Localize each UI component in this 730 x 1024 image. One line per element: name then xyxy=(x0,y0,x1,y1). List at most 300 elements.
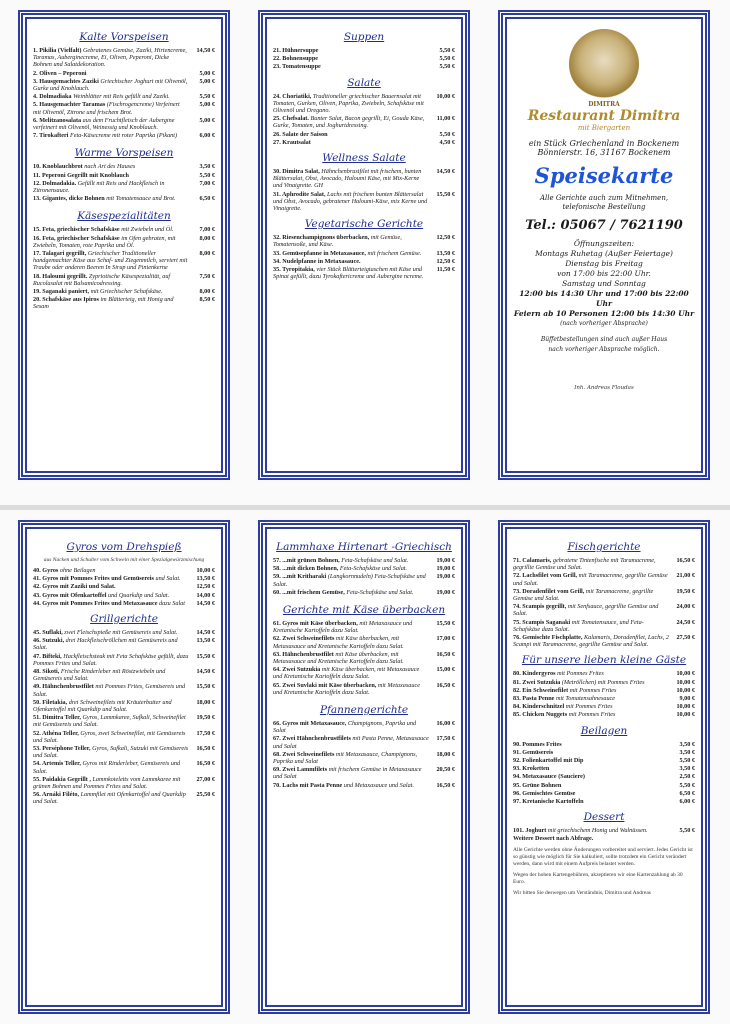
menu-item-name: 83. Pasta Penne xyxy=(513,695,555,703)
menu-item xyxy=(33,567,215,574)
menu-item xyxy=(33,653,215,667)
menu-item-price: 5,00 € xyxy=(199,69,215,77)
menu-item xyxy=(273,93,455,115)
menu-item xyxy=(273,720,455,734)
menu-section xyxy=(273,218,455,280)
menu-section xyxy=(273,704,455,789)
menu-item-name: 62. Zwei Schweinefilets xyxy=(273,635,335,643)
section-title: Lammhaxe Hirtenart -Griechisch xyxy=(276,541,452,553)
section-title: Fischgerichte xyxy=(567,541,641,553)
menu-item-name: 52. Athéna Teller, xyxy=(33,729,79,737)
menu-item xyxy=(273,751,455,765)
menu-item-price: 10,00 € xyxy=(676,703,695,711)
menu-item-name: 93. Kroketten xyxy=(513,765,550,773)
menu-item-description: Kalamaris, Doradenfilet, Lachs, 2 Scampi mit Taramacreme, gegrillte Gemüse und Salat. xyxy=(513,634,669,649)
menu-item-description: im Blätterteig, mit Honig und Sesam xyxy=(33,296,174,311)
menu-item-name: 54. Artemis Teller, xyxy=(33,760,81,768)
menu-item-description: Feta-Schafskäse und Salat. xyxy=(339,565,408,573)
menu-item-price: 8,00 € xyxy=(199,250,215,258)
footer-note2: Wegen der hohen Kartengebühren, akzeptieren wir eine Kartenzahlung ab 30 Euro. xyxy=(513,871,683,885)
menu-item-price: 16,50 € xyxy=(436,650,455,658)
menu-item xyxy=(513,790,695,797)
menu-item-price: 12,50 € xyxy=(436,234,455,242)
menu-item-price: 5,50 € xyxy=(439,55,455,63)
menu-item-description: mit Metaxasauce und Kretanische Kartoffeln dazu Salat. xyxy=(273,620,413,635)
menu-item-description: nach Art des Hauses xyxy=(84,163,136,171)
menu-item-price: 14,50 € xyxy=(196,47,215,54)
menu-item xyxy=(33,163,215,170)
menu-item xyxy=(513,741,695,748)
menu-item-name: 21. Hühnersuppe xyxy=(273,47,319,54)
menu-item-name: 31. Aphrodite Salat, xyxy=(273,190,326,198)
menu-item-price: 8,00 € xyxy=(199,234,215,242)
menu-item-price: 25,50 € xyxy=(196,791,215,799)
menu-page-2 xyxy=(0,510,730,1024)
section-title: Suppen xyxy=(343,31,385,43)
menu-item-price: 15,50 € xyxy=(196,652,215,660)
menu-item-price: 16,50 € xyxy=(436,681,455,689)
menu-item-price: 9,00 € xyxy=(679,695,695,703)
menu-item-price: 21,00 € xyxy=(676,572,695,580)
menu-item-description: mit Taramacreme, gegrillte Gemüse und Salat. xyxy=(513,572,668,587)
menu-item-name: 41. Gyros mit Pommes Frites und Gemüsereis xyxy=(33,575,154,583)
menu-item-name: 26. Salate der Saison xyxy=(273,130,328,138)
menu-item-description: mit Griechischer Schafskäse. xyxy=(90,288,163,296)
menu-item-description: Bunter Salat, Bacon gegrillt, Ei, Gouda Käse, Gurke, Tomaten, und Joghurtdressing. xyxy=(273,115,425,130)
menu-item-price: 19,00 € xyxy=(436,573,455,581)
menu-item xyxy=(513,798,695,805)
menu-item-description: Griechischer Traditioneller handgemachter Käse aus Schaf- und Ziegenmilch, serviert mit Traube oder anderen Beeren In Sirup und Pinienkerne xyxy=(33,250,188,272)
menu-item-description: (Metröllchen) mit Pommes Frites xyxy=(561,678,645,686)
menu-item-name: 12. Dolmadakia. xyxy=(33,179,77,187)
menu-item-description: drei Schweinefilets mit Kräuterbutter und Ofenkartoffel mit Quarkdip und Salat. xyxy=(33,698,172,714)
menu-item-name: 92. Folienkartoffel mit Dip xyxy=(513,757,584,765)
menu-item xyxy=(273,682,455,696)
menu-item-description: gebratene Tintenfische mit Taramacreme, gegrillte Gemüse und Salat. xyxy=(513,557,656,572)
menu-item-description: Lachs mit frischem bunten Blättersalat und Obst, Avocado, gebratener Haloumi-Käse, mix Kerne und Vinaigrette. xyxy=(273,190,428,213)
menu-item-price: 19,50 € xyxy=(196,714,215,722)
menu-item-description: Feta-Käsecreme mit roter Paprika (Pikant) xyxy=(69,132,178,140)
menu-item xyxy=(273,635,455,649)
menu-item xyxy=(33,600,215,607)
menu-item-description: Feta-Schafskäse und Salat. xyxy=(341,557,409,564)
menu-item xyxy=(513,703,695,710)
menu-item-name: 90. Pommes Frites xyxy=(513,740,562,748)
menu-item-name: 101. Joghurt xyxy=(513,827,547,835)
info-line-2: telefonische Bestellung xyxy=(562,203,646,211)
menu-item-name: 43. Gyros mit Ofenkartoffel xyxy=(33,591,107,599)
section-title: Pfannengerichte xyxy=(319,704,409,717)
menu-item-description: mit Senfsauce, gegrillte Gemüse und Salat. xyxy=(513,603,659,618)
menu-item-description: mit griechischem Honig und Walnüssen. xyxy=(547,827,648,835)
section-intro: aus Nacken und Schulter vom Schwein mit einer Spezialgewürzmischung xyxy=(43,557,205,563)
menu-item-name: 80. Kindergyros xyxy=(513,670,556,678)
menu-section xyxy=(33,613,215,806)
menu-item-name: 66. Gyros mit Metaxasauce, xyxy=(273,720,347,728)
menu-item-description: Gyros, Lammkaree, Sufkali, Schweinefilet mit Gemüsereis und Salat. xyxy=(33,714,186,729)
menu-section xyxy=(33,210,215,310)
open-line-9: nach vorheriger Absprache möglich. xyxy=(548,346,660,353)
menu-item-price: 18,00 € xyxy=(436,750,455,758)
menu-item-name: 47. Bifteki, xyxy=(33,652,62,660)
logo-label: DIMITRA xyxy=(588,101,620,108)
menu-item-name: 75. Scampis Saganaki xyxy=(513,618,571,626)
menu-item-name: 64. Zwei Sutzukia xyxy=(273,666,321,674)
menu-item-name: 42. Gyros mit Zaziki und Salat. xyxy=(33,583,116,591)
menu-item-name: 94. Metaxasauce (Sauciere) xyxy=(513,773,585,781)
menu-item xyxy=(33,583,215,590)
menu-item-description: mit Pommes Frites xyxy=(569,686,617,694)
menu-item xyxy=(33,592,215,599)
menu-item xyxy=(513,765,695,772)
menu-item-name: 1. Pikilia (Vielfalt) xyxy=(33,47,82,54)
menu-item xyxy=(513,557,695,571)
menu-item xyxy=(513,572,695,586)
menu-item-price: 7,50 € xyxy=(199,272,215,280)
info-line-1: Alle Gerichte auch zum Mitnehmen, xyxy=(539,194,669,202)
panel-right xyxy=(498,10,710,480)
menu-item-name: 82. Ein Schweinefilet xyxy=(513,686,569,694)
menu-item-price: 6,50 € xyxy=(679,789,695,797)
menu-item-price: 14,50 € xyxy=(196,668,215,676)
menu-item-price: 10,00 € xyxy=(436,92,455,100)
menu-item xyxy=(33,273,215,287)
tagline: ein Stück Griechenland in Bockenem xyxy=(528,139,680,148)
menu-item-name: 57. ...mit grünen Bohnen, xyxy=(273,557,340,564)
menu-section xyxy=(513,654,695,718)
menu-item-price: 24,00 € xyxy=(676,603,695,611)
menu-item-name: 6. Melitzanosalata xyxy=(33,116,82,124)
menu-item xyxy=(33,296,215,310)
menu-item-description: drei Hackfleischröllchen mit Gemüsereis und Salat. xyxy=(33,637,178,652)
menu-item-price: 15,00 € xyxy=(436,666,455,674)
menu-item-price: 19,00 € xyxy=(436,557,455,564)
menu-item-description: Gyros mit Rinderleber, Gemüsereis und Salat. xyxy=(33,760,181,775)
menu-item-description: mit Zwiebeln und Öl. xyxy=(121,226,174,234)
restaurant-brand xyxy=(513,25,695,465)
menu-item-price: 3,50 € xyxy=(679,740,695,748)
menu-item-name: 48. Sikoti, xyxy=(33,668,60,676)
menu-item-description: zwei Fleischspieße mit Gemüsereis und Salat. xyxy=(64,629,178,637)
menu-item-price: 19,50 € xyxy=(676,587,695,595)
menu-item xyxy=(513,603,695,617)
menu-item-description: Lammfilet mit Ofenkartoffel und Quarkdip und Salat. xyxy=(33,791,186,806)
menu-item-name: 50. Filetakia, xyxy=(33,698,68,706)
section-title: Gerichte mit Käse überbacken xyxy=(282,604,446,617)
owner: Inh. Andreas Floudas xyxy=(574,385,634,391)
menu-item-description: Feta-Schafskäse und Salat. xyxy=(346,588,414,596)
menu-item xyxy=(513,687,695,694)
menu-item-name: 71. Calamaris, xyxy=(513,557,552,564)
open-line-6: Feiern ab 10 Personen 12:00 bis 14:30 Uhr xyxy=(513,309,695,318)
menu-item-name: 81. Zwei Sutzukia xyxy=(513,678,561,686)
menu-item-price: 12,50 € xyxy=(436,257,455,265)
menu-item-price: 5,00 € xyxy=(199,77,215,85)
menu-section xyxy=(273,31,455,71)
menu-item-description: Lammkoteletts vom Lammkaree mit grünen Bohnen und Pommes Frites und Salat. xyxy=(33,775,181,791)
menu-item-name: 33. Gemüsepfanne in Metaxasauce, xyxy=(273,249,366,257)
open-line-7: (nach vorheriger Absprache) xyxy=(560,320,648,327)
menu-item-price: 5,50 € xyxy=(439,47,455,54)
menu-item-name: 35. Tyropitakia, xyxy=(273,266,315,274)
menu-item xyxy=(513,695,695,702)
menu-page-1 xyxy=(0,0,730,505)
menu-item-description: Hackfleischsteak mit Feta Schafskäse gefüllt, dazu Pommes Frites und Salat. xyxy=(33,652,189,667)
menu-item-name: 3. Hausgemachtes Zaziki xyxy=(33,77,99,85)
menu-item-price: 11,50 € xyxy=(436,266,455,274)
menu-item-name: 25. Chefsalat. xyxy=(273,115,309,123)
menu-item-price: 3,50 € xyxy=(679,765,695,773)
menu-item-name: 24. Choriatiki, xyxy=(273,92,312,100)
menu-item-price: 5,50 € xyxy=(679,781,695,789)
menu-item-price: 10,00 € xyxy=(676,670,695,678)
menu-item xyxy=(513,670,695,677)
menu-item-name: 46. Sutzuki, xyxy=(33,637,65,645)
menu-section xyxy=(513,541,695,648)
panel-middle-2 xyxy=(258,520,470,1014)
menu-item xyxy=(273,139,455,146)
menu-item-price: 19,00 € xyxy=(436,588,455,596)
menu-item-description: und Salat. xyxy=(155,575,181,583)
menu-item-description: mit Metaxasauce, Champignons, Paprika und Salat xyxy=(273,750,418,766)
menu-item-name: 58. ...mit dicken Bohnen, xyxy=(273,565,339,573)
menu-item-name: 23. Tomatensuppe xyxy=(273,63,321,71)
menu-item-name: 65. Zwei Suvlaki mit Käse überbacken, xyxy=(273,681,377,689)
menu-item-name: 96. Gemischtes Gemüse xyxy=(513,789,576,797)
menu-title: Speisekarte xyxy=(534,163,674,188)
menu-item-price: 17,00 € xyxy=(436,635,455,643)
menu-section xyxy=(33,31,215,139)
menu-item-price: 15,50 € xyxy=(436,190,455,198)
menu-item-price: 16,50 € xyxy=(196,745,215,753)
menu-item xyxy=(513,588,695,602)
menu-item-name: 7. Tirokafteri xyxy=(33,132,69,140)
menu-item xyxy=(273,651,455,665)
menu-item xyxy=(273,47,455,54)
menu-item-description: Gefüllt mit Reis und Hackfleisch in Zitronensauce. xyxy=(33,179,165,195)
menu-item xyxy=(513,634,695,648)
menu-item-name: 18. Haloumi gegrillt. xyxy=(33,272,88,280)
menu-item-name: 95. Grüne Bohnen xyxy=(513,781,562,789)
menu-item-name: 5. Hausgemachter Taramas xyxy=(33,101,106,109)
menu-item-price: 12,50 € xyxy=(196,583,215,591)
menu-item-price: 5,50 € xyxy=(199,171,215,179)
menu-item xyxy=(33,195,215,202)
menu-item-price: 4,50 € xyxy=(439,138,455,146)
menu-item xyxy=(33,714,215,728)
menu-item-description: Frische Rinderleber mit Röstzwiebeln und Gemüsereis und Salat. xyxy=(33,668,166,683)
menu-item-description: Weinblätter mit Reis gefüllt und Zaziki. xyxy=(73,93,170,101)
menu-item-name: 27. Krautsalat xyxy=(273,138,311,146)
menu-item-price: 13,50 € xyxy=(196,637,215,645)
menu-item xyxy=(273,620,455,634)
menu-item xyxy=(33,637,215,651)
menu-item xyxy=(33,132,215,139)
menu-item-name: 73. Doradenfilet vom Grill, xyxy=(513,587,585,595)
panel-right-2 xyxy=(498,520,710,1014)
menu-item xyxy=(513,827,695,834)
menu-section xyxy=(273,541,455,596)
menu-item xyxy=(33,180,215,194)
open-line-1: Montags Ruhetag (Außer Feiertage) xyxy=(535,249,673,258)
menu-item-description: mit Tomatensauce, und Feta-Schafskäse dazu Salat. xyxy=(513,618,644,633)
menu-item-price: 16,00 € xyxy=(436,720,455,728)
menu-item xyxy=(273,766,455,780)
menu-item-name: 10. Knoblauchbrot xyxy=(33,163,83,171)
menu-item xyxy=(33,776,215,790)
menu-item-description: Gyros, zwei Schweinefilet, mit Gemüsereis und Salat. xyxy=(33,729,186,744)
menu-item-price: 11,00 € xyxy=(436,115,455,123)
menu-item-price: 6,00 € xyxy=(199,132,215,140)
section-title: Vegetarische Gerichte xyxy=(304,218,424,231)
menu-item-description: Griechischer Joghurt mit Olivenöl, Gurke und Knoblauch. xyxy=(33,77,188,93)
menu-item-name: 16. Feta, griechischer Schafskäse xyxy=(33,234,120,242)
menu-item-description: mit Käse überbacken, mit Metaxasauce und Kretanische Kartoffeln dazu Salat. xyxy=(273,666,420,681)
menu-item-description: Hähnchenbrustfilet mit frischem, bunten Blättersalat, Obst, Avocado, Haloumi Käse, mit Mix-Kerne und Vinaigrette. GH xyxy=(273,168,422,190)
menu-item-description: mit Taramacreme, gegrillte Gemüse und Salat. xyxy=(513,587,654,603)
menu-item-name: 4. Dolmadiaka xyxy=(33,93,72,101)
section-title: Gyros vom Drehspieß xyxy=(66,541,182,553)
address: Bönnierstr. 16, 31167 Bockenem xyxy=(537,148,671,157)
menu-item-name: 70. Lachs mit Pasta Penne xyxy=(273,781,343,789)
menu-item-price: 7,00 € xyxy=(199,226,215,234)
menu-item-description: mit Pommes Frites xyxy=(557,670,604,678)
menu-item-description: mit Pommes Frites xyxy=(568,711,616,719)
panel-middle xyxy=(258,10,470,480)
menu-item xyxy=(513,782,695,789)
menu-item xyxy=(513,711,695,718)
open-line-3: von 17:00 bis 22:00 Uhr. xyxy=(557,269,651,278)
menu-item-description: und Quarkdip und Salat. xyxy=(107,591,170,599)
menu-item-name: 61. Gyros mit Käse überbacken, xyxy=(273,620,358,628)
menu-item-price: 17,50 € xyxy=(436,735,455,743)
menu-item-price: 5,50 € xyxy=(439,63,455,71)
menu-item xyxy=(273,115,455,129)
menu-item xyxy=(33,745,215,759)
menu-item xyxy=(273,234,455,248)
menu-section xyxy=(33,147,215,202)
menu-item xyxy=(273,250,455,257)
menu-item xyxy=(33,172,215,179)
menu-item-price: 5,50 € xyxy=(199,93,215,101)
menu-item-name: 30. Dimitra Salat, xyxy=(273,168,320,176)
menu-item xyxy=(513,619,695,633)
menu-item-name: 67. Zwei Hähnchenbrustfilets xyxy=(273,735,351,743)
menu-item-name: 19. Saganaki paniert, xyxy=(33,288,90,296)
menu-item-price: 6,50 € xyxy=(199,195,215,203)
menu-item-name: 97. Kretanische Kartoffeln xyxy=(513,798,584,806)
menu-item xyxy=(273,131,455,138)
menu-item-price: 14,50 € xyxy=(196,599,215,607)
menu-item-price: 5,50 € xyxy=(439,130,455,138)
menu-item-price: 27,00 € xyxy=(196,775,215,783)
menu-item-price: 8,00 € xyxy=(199,288,215,296)
menu-item-description: aus dem Fruchtfleisch der Aubergine verfeinert mit Olivenöl, Weinessig und Knoblauch. xyxy=(33,116,175,132)
menu-item-name: 68. Zwei Schweinefilets xyxy=(273,750,335,758)
menu-item xyxy=(33,250,215,272)
restaurant-subtitle: mit Biergarten xyxy=(577,124,631,132)
open-line-4: Samstag und Sonntag xyxy=(562,279,646,288)
section-title: Wellness Salate xyxy=(322,152,406,165)
menu-item xyxy=(33,730,215,744)
menu-item-price: 10,00 € xyxy=(196,567,215,574)
menu-item-name: 32. Riesenchampignons überbacken, xyxy=(273,234,370,242)
menu-item-description: Traditioneller griechischer Bauernsalat mit Tomaten, Gurken, Oliven, Paprika, Zwiebeln, Schafskäse mit Olivenöl und Oregano. xyxy=(273,92,424,115)
menu-item-price: 7,00 € xyxy=(199,179,215,187)
menu-item xyxy=(33,78,215,92)
menu-item-description: Zypriotische Käsespezialität, auf Rucolasalat mit Balsamicodressing. xyxy=(33,272,171,287)
section-title: Dessert xyxy=(583,811,625,824)
menu-item xyxy=(33,791,215,805)
menu-item xyxy=(33,235,215,249)
menu-item-price: 8,50 € xyxy=(199,296,215,304)
menu-item-name: 49. Hähnchenbrustfilet xyxy=(33,683,94,691)
menu-item-price: 19,00 € xyxy=(436,565,455,573)
menu-item-description: mit frischem Gemüse. xyxy=(367,249,422,257)
menu-item-name: 40. Gyros xyxy=(33,567,59,574)
menu-item-price: 16,50 € xyxy=(196,760,215,768)
open-line-2: Dienstag bis Freitag xyxy=(565,259,643,268)
menu-item-name: Weitere Dessert nach Abfrage. xyxy=(513,835,594,843)
menu-item-name: 17. Talagari gegrillt, xyxy=(33,250,87,258)
menu-item-price: 16,50 € xyxy=(676,557,695,564)
menu-item xyxy=(273,666,455,680)
section-title: Warme Vorspeisen xyxy=(74,147,174,160)
menu-item xyxy=(273,55,455,62)
menu-item xyxy=(33,575,215,582)
menu-item xyxy=(273,573,455,587)
menu-item-name: 74. Scampis gegrillt, xyxy=(513,603,567,611)
menu-item-name: 91. Gemüsereis xyxy=(513,748,554,756)
menu-section xyxy=(513,811,695,842)
menu-item xyxy=(33,288,215,295)
menu-item-name: 85. Chicken Nuggets xyxy=(513,711,568,719)
menu-item-description: mit Käse überbacken, mit Metaxasauce und Kretanische Kartoffeln dazu Salat. xyxy=(273,635,404,650)
menu-item-name: 53. Perséphone Teller, xyxy=(33,745,91,753)
menu-item-price: 6,00 € xyxy=(679,798,695,806)
menu-item xyxy=(513,679,695,686)
menu-item-name: 22. Bohnensuppe xyxy=(273,55,319,63)
phone-number: Tel.: 05067 / 7621190 xyxy=(525,218,683,233)
menu-item xyxy=(273,63,455,70)
menu-item xyxy=(273,589,455,596)
menu-item-price: 16,50 € xyxy=(436,781,455,789)
menu-item-price: 5,50 € xyxy=(679,757,695,765)
menu-item-description: mit Tomatensauce und Brot. xyxy=(106,195,176,203)
section-title: Käsespezialitäten xyxy=(77,210,171,223)
menu-item-name: 59. ...mit Kritharaki xyxy=(273,573,327,581)
menu-item-price: 5,00 € xyxy=(199,116,215,124)
menu-item-price: 10,00 € xyxy=(676,711,695,719)
menu-item-description: mit Pommes Frites xyxy=(565,703,613,711)
menu-item-price: 15,50 € xyxy=(196,683,215,691)
menu-item xyxy=(33,760,215,774)
menu-item xyxy=(33,699,215,713)
restaurant-logo xyxy=(569,29,639,99)
section-title: Kalte Vorspeisen xyxy=(79,31,169,43)
section-title: Beilagen xyxy=(580,724,628,737)
menu-item-price: 10,00 € xyxy=(676,686,695,694)
menu-item-price: 13,50 € xyxy=(436,249,455,257)
menu-item xyxy=(33,117,215,131)
menu-item-name: 44. Gyros mit Pommes Frites und Metaxasauce xyxy=(33,599,158,607)
footer-note1: Alle Gerichte werden ohne Änderungen vorbereitet und serviert. Jedes Gericht ist so günstig wie möglich für Sie kalkuliert, sollte trotzdem ein Gericht verändert werden, dann wird mit einem Aufpreis belastet werden. xyxy=(513,846,693,867)
menu-item-name: 13. Gigantes, dicke Bohnen xyxy=(33,195,105,203)
menu-item-price: 3,50 € xyxy=(199,163,215,171)
menu-item xyxy=(273,782,455,789)
menu-item xyxy=(33,629,215,636)
menu-item-description: ohne Beilagen xyxy=(59,567,96,574)
